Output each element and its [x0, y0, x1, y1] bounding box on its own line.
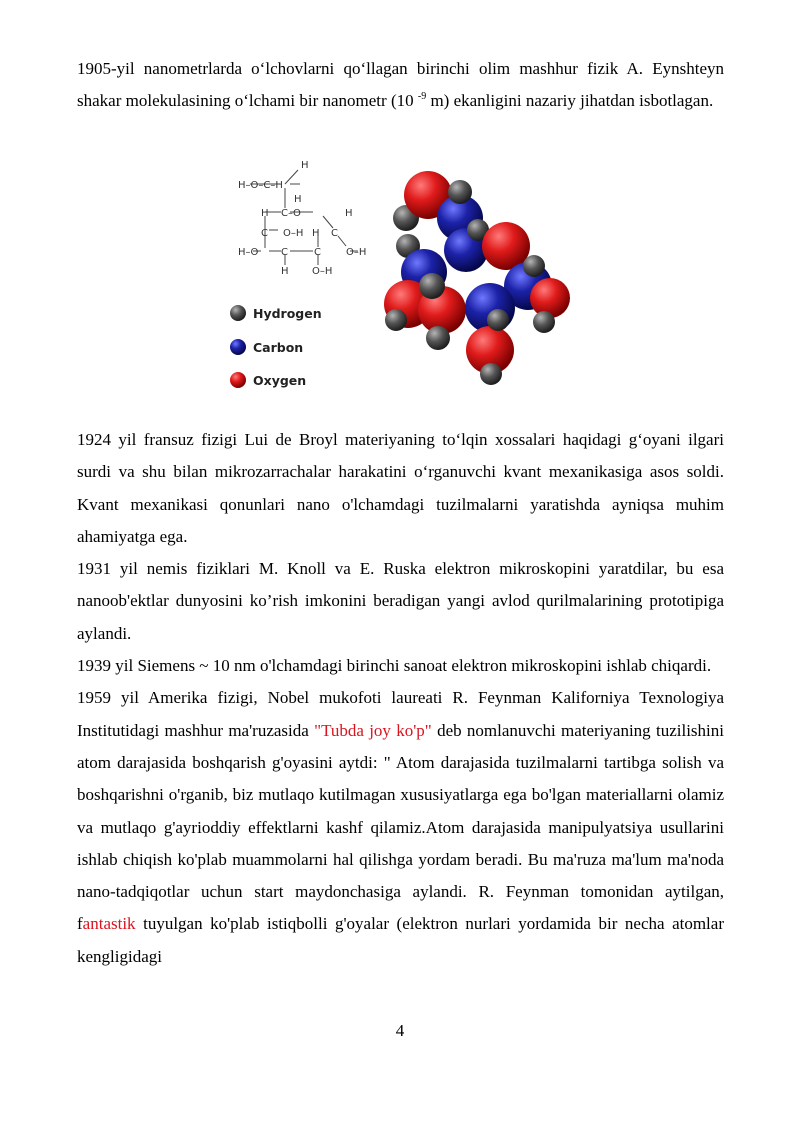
svg-text:H: H [301, 160, 309, 171]
hydrogen-swatch [230, 305, 246, 321]
legend [230, 305, 322, 388]
intro-paragraph [77, 53, 724, 118]
space-filling-model [384, 171, 570, 385]
svg-text:H–O: H–O [238, 247, 259, 258]
oxygen-swatch [230, 372, 246, 388]
paragraph-1959-b: deb nomlanuvchi materiyaning tuzilishini atom darajasida boshqarish g'oyasini aytdi: " Atom darajasida tuzilmalarni tartibga solish va boshqarishni o'rganib, biz mutlaqo kutilmagan xususiyatlarga ega bo'lgan materiallarni olamiz va mutlaqo g'ayrioddiy effektlarni kashf qilamiz.Atom darajasida manipulyatsiya usullarini ishlab chiqish ko'plab muammolarni hal qilishga yordam beradi. Bu ma'ruza ma'lum ma'noda nano-tadqiqotlar uchun start maydonchasiga aylandi. R. Feynman tomonidan aytilgan, f [77, 720, 724, 934]
svg-text:O–H: O–H [312, 266, 333, 277]
paragraph-1931: 1931 yil nemis fiziklari M. Knoll va E. Ruska elektron mikroskopini yaratdilar, bu esa nanoob'ektlar dunyosini ko’rish imkonini beradigan yangi avlod qurilmalarining prototipiga aylandi. [77, 559, 724, 643]
lecture-title: "Tubda joy ko'p" [314, 720, 432, 740]
intro-text-a: 1905-yil nanometrlarda o‘lchovlarni qo‘llagan birinchi olim mashhur fizik A. Eynshteyn shakar molekulasining o‘lchami bir nanometr (10 [77, 59, 724, 111]
molecule-illustration [228, 150, 578, 390]
paragraph-1959 [77, 682, 724, 973]
legend-hydrogen: Hydrogen [253, 306, 322, 321]
svg-text:H: H [312, 228, 320, 239]
paragraph-1959-c: tuyulgan ko'plab istiqbolli g'oyalar (elektron nurlari yordamida bir necha atomlar kengligidagi [77, 914, 724, 966]
paragraph-1939: 1939 yil Siemens ~ 10 nm o'lchamdagi birinchi sanoat elektron mikroskopini ishlab chiqardi. [77, 656, 712, 676]
legend-carbon: Carbon [253, 340, 304, 355]
carbon-swatch [230, 339, 246, 355]
svg-text:H–O–C–H: H–O–C–H [238, 180, 283, 191]
svg-text:H: H [261, 208, 269, 219]
intro-text-b: m) ekanligini nazariy jihatdan isbotlagan. [426, 91, 714, 111]
legend-oxygen: Oxygen [253, 373, 307, 388]
svg-text:C: C [281, 247, 288, 258]
svg-text:O–H: O–H [283, 228, 304, 239]
sugar-molecule-figure [228, 150, 578, 390]
svg-text:C: C [331, 228, 338, 239]
paragraph-1924: 1924 yil fransuz fizigi Lui de Broyl materiyaning to‘lqin xossalari haqidagi g‘oyani ilgari surdi va shu bilan mikrozarrachalar harakatini o‘rganuvchi kvant mexanikasiga asos soldi. Kvant mexanikasi qonunlari nano o'lchamdagi tuzilmalarni yaratishda ayniqsa muhim ahamiyatga ega. [77, 430, 724, 546]
body-text [77, 424, 724, 973]
svg-text:C: C [314, 247, 321, 258]
svg-text:O–H: O–H [346, 247, 367, 258]
svg-text:H: H [281, 266, 289, 277]
highlight-word: antastik [82, 914, 136, 934]
svg-text:C–O: C–O [281, 208, 301, 219]
page-number: 4 [395, 1021, 405, 1040]
svg-text:H: H [345, 208, 353, 219]
exponent: -9 [417, 91, 427, 103]
svg-text:C: C [261, 228, 268, 239]
paragraph-1959-a: 1959 yil Amerika fizigi, Nobel mukofoti laureati R. Feynman Kaliforniya Texnologiya Institutidagi mashhur ma'ruzasida [77, 688, 724, 740]
svg-text:H: H [294, 194, 302, 205]
structural-formula-letters [238, 160, 366, 277]
